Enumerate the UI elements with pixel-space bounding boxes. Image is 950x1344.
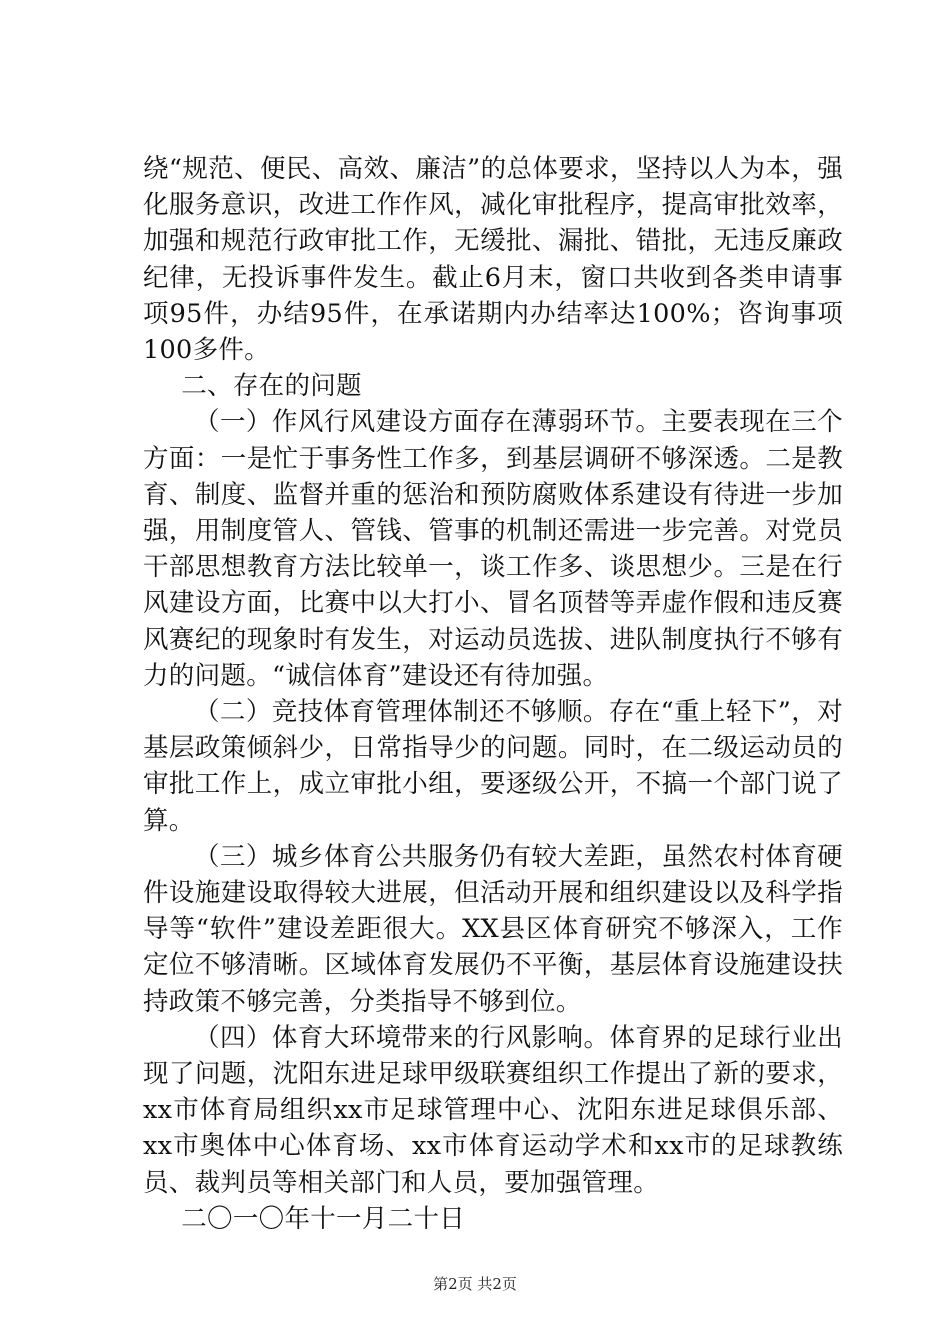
page-number-label: 第2页 共2页 (433, 1275, 517, 1293)
paragraph-problem-2: （二）竞技体育管理体制还不够顺。存在“重上轻下”，对基层政策倾斜少，日常指导少的问题。同时，在二级运动员的审批工作上，成立审批小组，要逐级公开，不搞一个部门说了算。 (143, 697, 843, 836)
section-heading-problems: 二、存在的问题 (181, 371, 362, 402)
document-date: 二〇一〇年十一月二十日 (181, 1203, 466, 1234)
paragraph-problem-1: （一）作风行风建设方面存在薄弱环节。主要表现在三个方面：一是忙于事务性工作多，到基层调研不够深透。二是教育、制度、监督并重的惩治和预防腐败体系建设有待进一步加强，用制度管人、管钱、管事的机制还需进一步完善。对党员干部思想教育方法比较单一，谈工作多、谈思想少。三是在行风建设方面，比赛中以大打小、冒名顶替等弄虚作假和违反赛风赛纪的现象时有发生，对运动员选拔、进队制度执行不够有力的问题。“诚信体育”建设还有待加强。 (143, 407, 843, 691)
page-footer (0, 1274, 950, 1294)
document-body (143, 151, 843, 1237)
paragraph-problem-3: （三）城乡体育公共服务仍有较大差距，虽然农村体育硬件设施建设取得较大进展，但活动开展和组织建设以及科学指导等“软件”建设差距很大。XX县区体育研究不够深入，工作定位不够清晰。区域体育发展仍不平衡，基层体育设施建设扶持政策不够完善，分类指导不够到位。 (143, 841, 843, 1017)
paragraph-intro-continuation: 绕“规范、便民、高效、廉洁”的总体要求，坚持以人为本，强化服务意识，改进工作作风，减化审批程序，提高审批效率，加强和规范行政审批工作，无缓批、漏批、错批，无违反廉政纪律，无投诉事件发生。截止6月末，窗口共收到各类申请事项95件，办结95件，在承诺期内办结率达100%；咨询事项100多件。 (143, 154, 843, 366)
paragraph-problem-4: （四）体育大环境带来的行风影响。体育界的足球行业出现了问题，沈阳东进足球甲级联赛组织工作提出了新的要求，xx市体育局组织xx市足球管理中心、沈阳东进足球俱乐部、xx市奥体中心体育场、xx市体育运动学术和xx市的足球教练员、裁判员等相关部门和人员，要加强管理。 (143, 1022, 843, 1198)
